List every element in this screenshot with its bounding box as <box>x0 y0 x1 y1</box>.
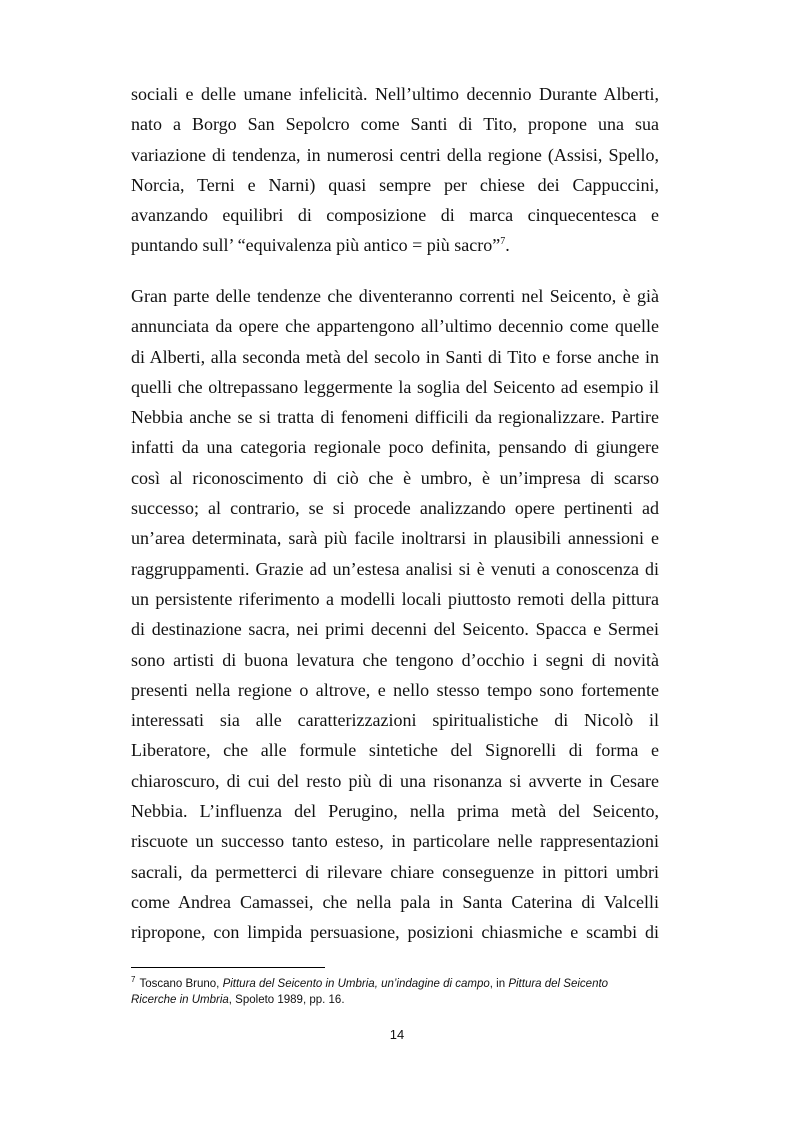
text-line: un’area determinata, sarà più facile inoltrarsi in plausibili annessioni e <box>131 528 659 549</box>
text-line: Gran parte delle tendenze che diventeranno correnti nel Seicento, è già <box>131 286 659 306</box>
footnote-separator <box>131 967 325 968</box>
text-line: presenti nella regione o altrove, e nello stesso tempo sono fortemente <box>131 679 659 700</box>
text-line: Liberatore, che alle formule sintetiche del Signorelli di forma e <box>131 740 659 761</box>
footnote-tail: , Spoleto 1989, pp. 16. <box>228 994 345 1006</box>
text-line: di destinazione sacra, nei primi decenni del Seicento. Spacca e Sermei <box>131 619 659 640</box>
text-line: infatti da una categoria regionale poco definita, pensando di giungere <box>131 437 659 458</box>
text-line: annunciata da opere che appartengono all’ultimo decennio come quelle <box>131 316 659 337</box>
text-line: successo; al contrario, se si procede analizzando opere pertinenti ad <box>131 498 659 519</box>
text-line: di Alberti, alla seconda metà del secolo in Santi di Tito e forse anche in <box>131 346 659 367</box>
page-number: 14 <box>389 1027 405 1042</box>
text-line: avanzando equilibri di composizione di marca cinquecentesca e <box>131 205 659 226</box>
footnote-middle: , in <box>489 978 509 990</box>
paragraph-1 <box>131 79 659 261</box>
text-line: Norcia, Terni e Narni) quasi sempre per chiese dei Cappuccini, <box>131 174 659 195</box>
text-line: così al riconoscimento di ciò che è umbro, è un’impresa di scarso <box>131 467 659 488</box>
footnote-title: Pittura del Seicento in Umbria, un’indagine di campo <box>222 978 490 990</box>
paragraph-2 <box>131 281 659 948</box>
footnote-book-title: Pittura del Seicento <box>508 978 609 990</box>
text-line: raggruppamenti. Grazie ad un’estesa analisi si è venuti a conoscenza di <box>131 558 659 579</box>
footnote-reference[interactable]: 7 <box>500 236 506 248</box>
text-line: variazione di tendenza, in numerosi centri della regione (Assisi, Spello, <box>131 144 659 165</box>
text-line-content: puntando sull’ “equivalenza più antico = più sacro” <box>131 235 501 256</box>
text-line: sono artisti di buona levatura che tengono d’occhio i segni di novità <box>131 649 659 670</box>
sentence-end: . <box>505 235 510 256</box>
text-line: nato a Borgo San Sepolcro come Santi di Tito, propone una sua <box>131 114 659 135</box>
text-line: come Andrea Camassei, che nella pala in Santa Caterina di Valcelli <box>131 891 659 912</box>
text-line-last <box>131 230 659 260</box>
footnote <box>131 976 671 1008</box>
text-line: ripropone, con limpida persuasione, posizioni chiasmiche e scambi di <box>131 922 659 943</box>
text-line: chiaroscuro, di cui del resto più di una risonanza si avverte in Cesare <box>131 770 659 791</box>
text-line: sociali e delle umane infelicità. Nell’ultimo decennio Durante Alberti, <box>131 84 659 104</box>
footnote-author: Toscano Bruno, <box>139 978 223 990</box>
text-line: un persistente riferimento a modelli locali piuttosto remoti della pittura <box>131 588 659 609</box>
text-line: interessati sia alle caratterizzazioni spiritualistiche di Nicolò il <box>131 710 659 731</box>
text-line: quelli che oltrepassano leggermente la soglia del Seicento ad esempio il <box>131 376 659 397</box>
text-line: Nebbia anche se si tratta di fenomeni difficili da regionalizzare. Partire <box>131 407 659 428</box>
text-line: sacrali, da permetterci di rilevare chiare conseguenze in pittori umbri <box>131 861 659 882</box>
footnote-book-subtitle: Ricerche in Umbria <box>131 994 229 1006</box>
footnote-number: 7 <box>131 975 136 985</box>
text-line: Nebbia. L’influenza del Perugino, nella prima metà del Seicento, <box>131 801 659 822</box>
text-line: riscuote un successo tanto esteso, in particolare nelle rappresentazioni <box>131 831 659 852</box>
